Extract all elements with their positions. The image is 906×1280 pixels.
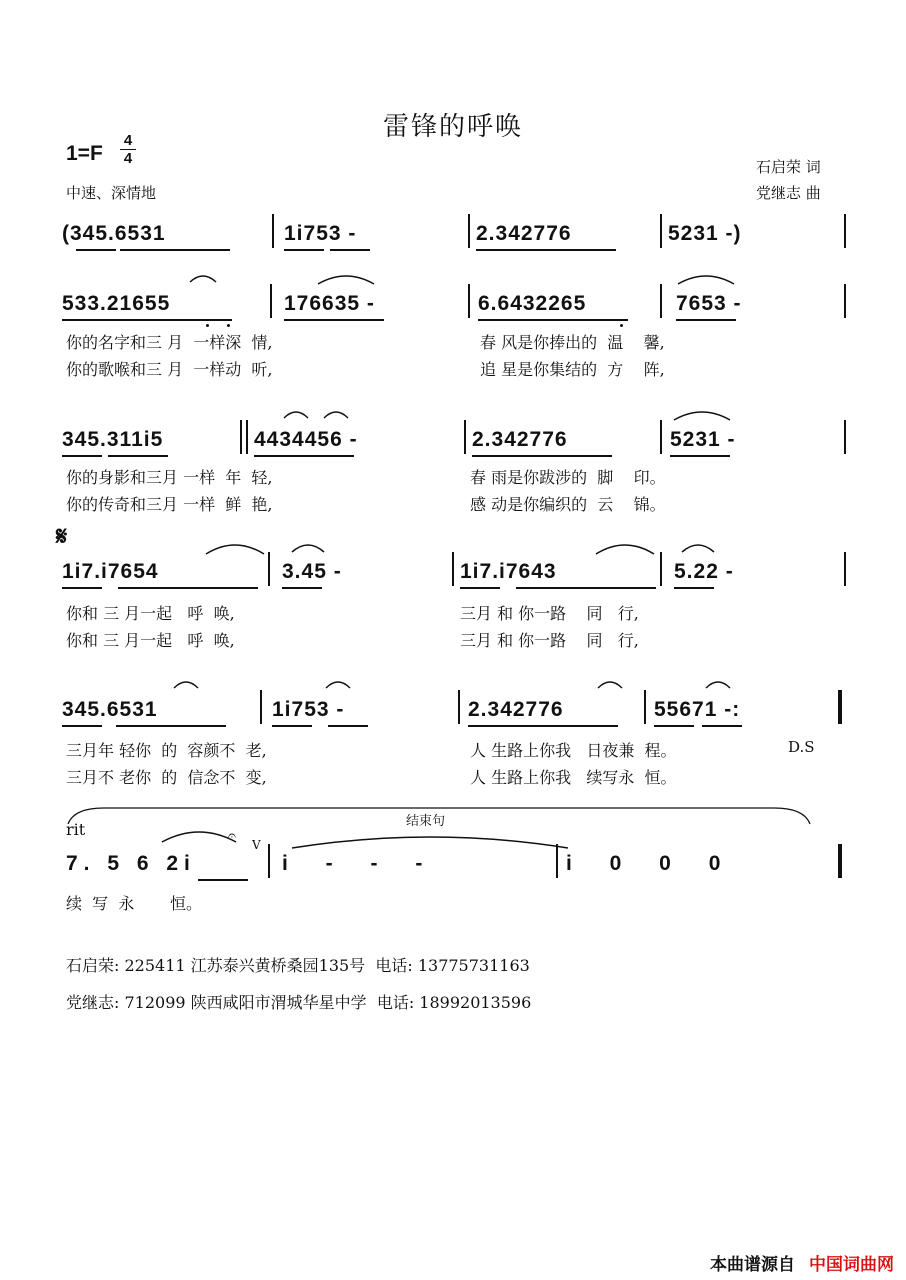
measure: 5231 -) <box>668 222 742 245</box>
time-signature-bottom: 4 <box>120 149 136 167</box>
lyric-line: 续 写 永 恒。 <box>66 894 202 913</box>
measure: 1i753 - <box>272 698 345 721</box>
measure: 3.45 - <box>282 560 342 583</box>
source-site-link[interactable]: 中国词曲网 <box>809 1255 894 1274</box>
contact-lyricist: 石启荣: 225411 江苏泰兴黄桥桑园135号 电话: 13775731163 <box>66 956 530 975</box>
measure: 7. 5 6 2i <box>66 852 196 875</box>
slur <box>672 408 732 422</box>
lyricist-credit: 石启荣 词 <box>756 158 821 176</box>
time-signature-top: 4 <box>123 132 133 149</box>
slur <box>290 540 326 554</box>
staff-row-6 <box>62 852 848 886</box>
lyric-line: 你和 三 月一起 呼 唤, 三月 和 你一路 同 行, <box>66 604 639 623</box>
measure: 2.342776 <box>472 428 568 451</box>
slur <box>282 408 310 420</box>
slur <box>324 678 352 690</box>
tie <box>290 830 570 850</box>
measure: (345.6531 <box>62 222 166 245</box>
lyric-line: 你的身影和三月 一样 年 轻, 春 雨是你跋涉的 脚 印。 <box>66 468 666 487</box>
slur <box>316 272 376 286</box>
measure: 176635 - <box>284 292 375 315</box>
staff-row-2 <box>62 292 848 326</box>
measure: i - - - <box>282 852 439 875</box>
lyric-line: 你的传奇和三月 一样 鲜 艳, 感 动是你编织的 云 锦。 <box>66 495 666 514</box>
lyric-line: 你的歌喉和三 月 一样动 听, 追 星是你集结的 方 阵, <box>66 360 665 379</box>
slur <box>160 826 238 844</box>
measure: 4434456 - <box>254 428 358 451</box>
breath-mark: V <box>252 838 261 852</box>
measure: 345.311i5 <box>62 428 164 451</box>
lyric-line: 你的名字和三 月 一样深 情, 春 风是你捧出的 温 馨, <box>66 333 665 352</box>
lyric-line: 三月年 轻你 的 容颜不 老, 人 生路上你我 日夜兼 程。 <box>66 741 677 760</box>
measure: 5231 - <box>670 428 736 451</box>
dal-segno: D.S <box>788 738 815 756</box>
segno-sign: 𝄋 <box>56 522 68 552</box>
lyric-line: 你和 三 月一起 呼 唤, 三月 和 你一路 同 行, <box>66 631 639 650</box>
slur <box>680 540 716 554</box>
contact-composer: 党继志: 712099 陕西咸阳市渭城华星中学 电话: 18992013596 <box>66 993 532 1012</box>
measure: 6.6432265 <box>478 292 587 315</box>
measure: i 0 0 0 <box>566 852 737 875</box>
slur <box>594 540 656 556</box>
source-prefix: 本曲谱源自 <box>710 1255 795 1274</box>
composer-credit: 党继志 曲 <box>756 184 821 202</box>
measure: 1i7.i7654 <box>62 560 159 583</box>
measure: 2.342776 <box>468 698 564 721</box>
tempo-marking: 中速、深情地 <box>66 184 157 202</box>
key-signature: 1=F <box>66 142 103 165</box>
slur <box>676 272 736 286</box>
time-signature <box>120 132 136 167</box>
lyric-line: 三月不 老你 的 信念不 变, 人 生路上你我 续写永 恒。 <box>66 768 677 787</box>
measure: 533.21655 <box>62 292 171 315</box>
staff-row-3 <box>62 428 848 462</box>
slur <box>704 678 732 690</box>
measure: 55671 -: <box>654 698 741 721</box>
measure: 1i753 - <box>284 222 357 245</box>
slur <box>188 272 218 284</box>
staff-row-4 <box>62 560 848 594</box>
song-title: 雷锋的呼唤 <box>382 112 523 142</box>
measure: 2.342776 <box>476 222 572 245</box>
source-credit <box>710 1250 894 1275</box>
measure: 5.22 - <box>674 560 734 583</box>
measure: 345.6531 <box>62 698 158 721</box>
fermata-icon: 𝄐 <box>228 828 236 844</box>
ritardando-marking: rit <box>66 820 86 839</box>
slur <box>204 540 266 556</box>
measure: 1i7.i7643 <box>460 560 557 583</box>
slur <box>172 678 200 690</box>
staff-row-5 <box>62 698 848 732</box>
slur <box>596 678 624 690</box>
ending-label: 结束句 <box>406 814 446 829</box>
slur <box>322 408 350 420</box>
measure: 7653 - <box>676 292 742 315</box>
staff-row-1 <box>62 222 848 256</box>
